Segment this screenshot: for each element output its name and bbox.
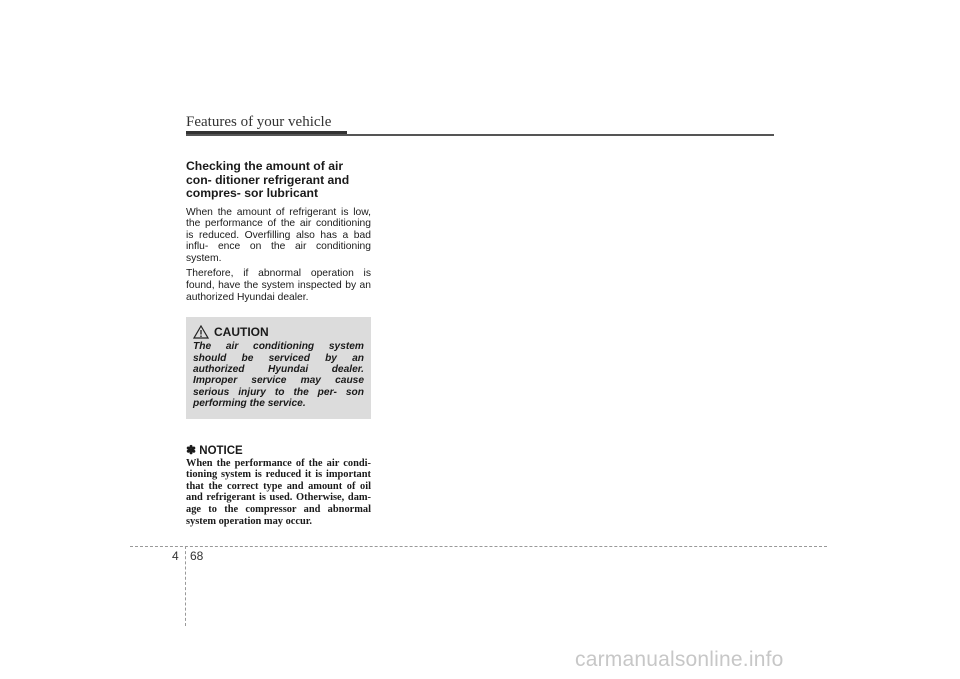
page-number: 68 [190, 549, 204, 563]
caution-title-row [193, 325, 364, 339]
caution-title: CAUTION [214, 325, 269, 340]
caution-box [186, 317, 371, 418]
notice-text: When the performance of the air condi- tioning system is reduced it is important that the correct type and amount of oil and refrigerant is used. Otherwise, dam- age to the compressor and abnormal system operation may occur. [186, 457, 371, 527]
caution-text: The air conditioning system should be serviced by an authorized Hyundai dealer. Improper service may cause serious injury to the per- son performing the service. [193, 341, 364, 410]
body-paragraph-2: Therefore, if abnormal operation is found, have the system inspected by an authorized Hyundai dealer. [186, 268, 371, 303]
body-paragraph-1: When the amount of refrigerant is low, the performance of the air conditioning is reduced. Overfilling also has a bad influ- ence on the air conditioning system. [186, 206, 371, 264]
watermark-text: carmanualsonline.info [575, 648, 784, 671]
notice-title: NOTICE [199, 444, 243, 457]
notice-block [186, 443, 371, 528]
warning-triangle-icon [193, 325, 209, 339]
main-column [186, 160, 371, 527]
footer-dashed-rule [130, 546, 827, 547]
page-header-title: Features of your vehicle [186, 114, 332, 130]
footer-vertical-dashed-rule [185, 546, 186, 626]
notice-heading [186, 443, 371, 457]
section-heading: Checking the amount of air con- ditioner refrigerant and compres- sor lubricant [186, 159, 350, 200]
header-rule [186, 134, 774, 136]
chapter-number: 4 [172, 549, 179, 563]
notice-symbol-icon: ✽ [186, 442, 197, 457]
